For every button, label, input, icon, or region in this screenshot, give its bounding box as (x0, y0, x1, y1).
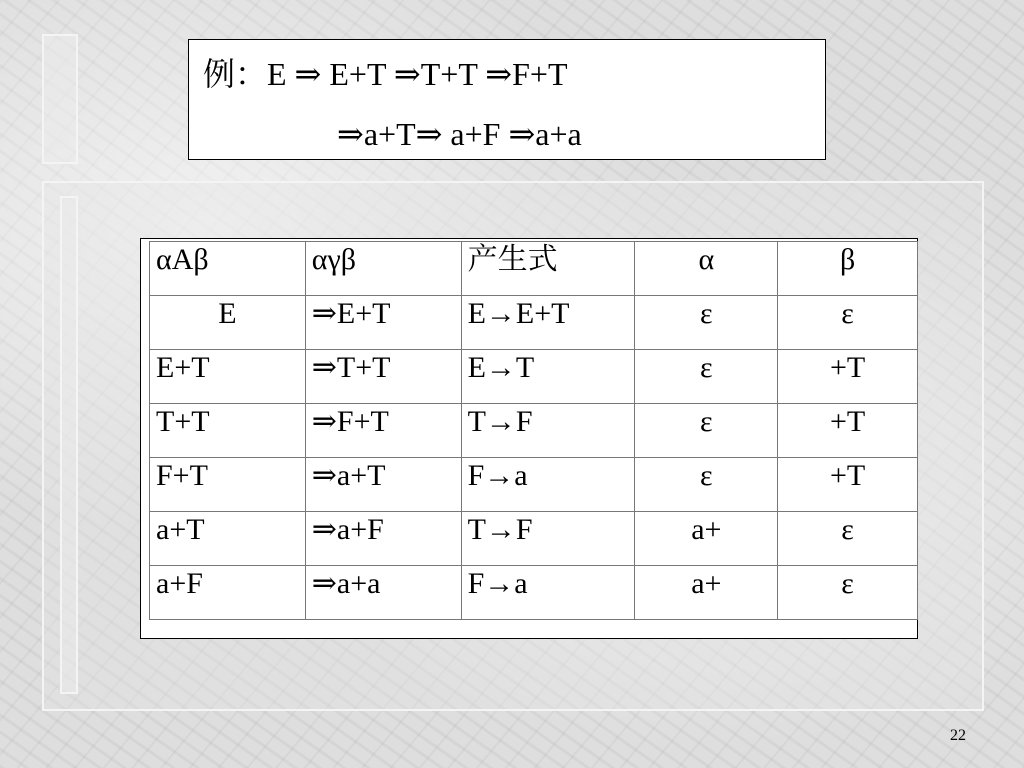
example-line-1: 例：E ⇒ E+T ⇒T+T ⇒F+T (203, 56, 568, 92)
table-cell: ε (635, 458, 778, 512)
table-row (150, 350, 918, 404)
derivation-table (149, 241, 918, 620)
table-cell: a+T (150, 512, 306, 566)
table-cell: E→T (461, 350, 635, 404)
table-header-row (150, 242, 918, 296)
example-derivation-box (188, 39, 826, 160)
table-cell: E→E+T (461, 296, 635, 350)
header-cell: αγβ (305, 242, 461, 296)
table-cell: a+F (150, 566, 306, 620)
header-cell: α (635, 242, 778, 296)
example-line-2: ⇒a+T⇒ a+F ⇒a+a (337, 116, 582, 152)
frame-strip-top (42, 34, 78, 164)
header-cell: 产生式 (461, 242, 635, 296)
table-row (150, 566, 918, 620)
table-cell: E (150, 296, 306, 350)
table-cell: a+ (635, 512, 778, 566)
header-cell: αAβ (150, 242, 306, 296)
table-cell: ε (778, 512, 918, 566)
derivation-table-container (140, 238, 918, 639)
table-cell: T→F (461, 512, 635, 566)
table-cell: ε (635, 404, 778, 458)
table-cell: T+T (150, 404, 306, 458)
table-cell: T→F (461, 404, 635, 458)
header-cell: β (778, 242, 918, 296)
table-cell: ε (778, 566, 918, 620)
table-row (150, 458, 918, 512)
table-cell: ⇒a+T (305, 458, 461, 512)
table-cell: +T (778, 404, 918, 458)
table-cell: F→a (461, 566, 635, 620)
table-cell: ⇒E+T (305, 296, 461, 350)
table-cell: ε (778, 296, 918, 350)
table-row (150, 296, 918, 350)
table-row (150, 512, 918, 566)
table-cell: E+T (150, 350, 306, 404)
table-cell: +T (778, 350, 918, 404)
table-row (150, 404, 918, 458)
table-cell: ⇒F+T (305, 404, 461, 458)
frame-strip-side (60, 196, 78, 694)
table-cell: F→a (461, 458, 635, 512)
table-cell: F+T (150, 458, 306, 512)
table-cell: ⇒T+T (305, 350, 461, 404)
table-cell: a+ (635, 566, 778, 620)
table-cell: ε (635, 296, 778, 350)
table-cell: +T (778, 458, 918, 512)
page-number: 22 (950, 727, 966, 744)
table-cell: ⇒a+F (305, 512, 461, 566)
table-cell: ε (635, 350, 778, 404)
table-cell: ⇒a+a (305, 566, 461, 620)
